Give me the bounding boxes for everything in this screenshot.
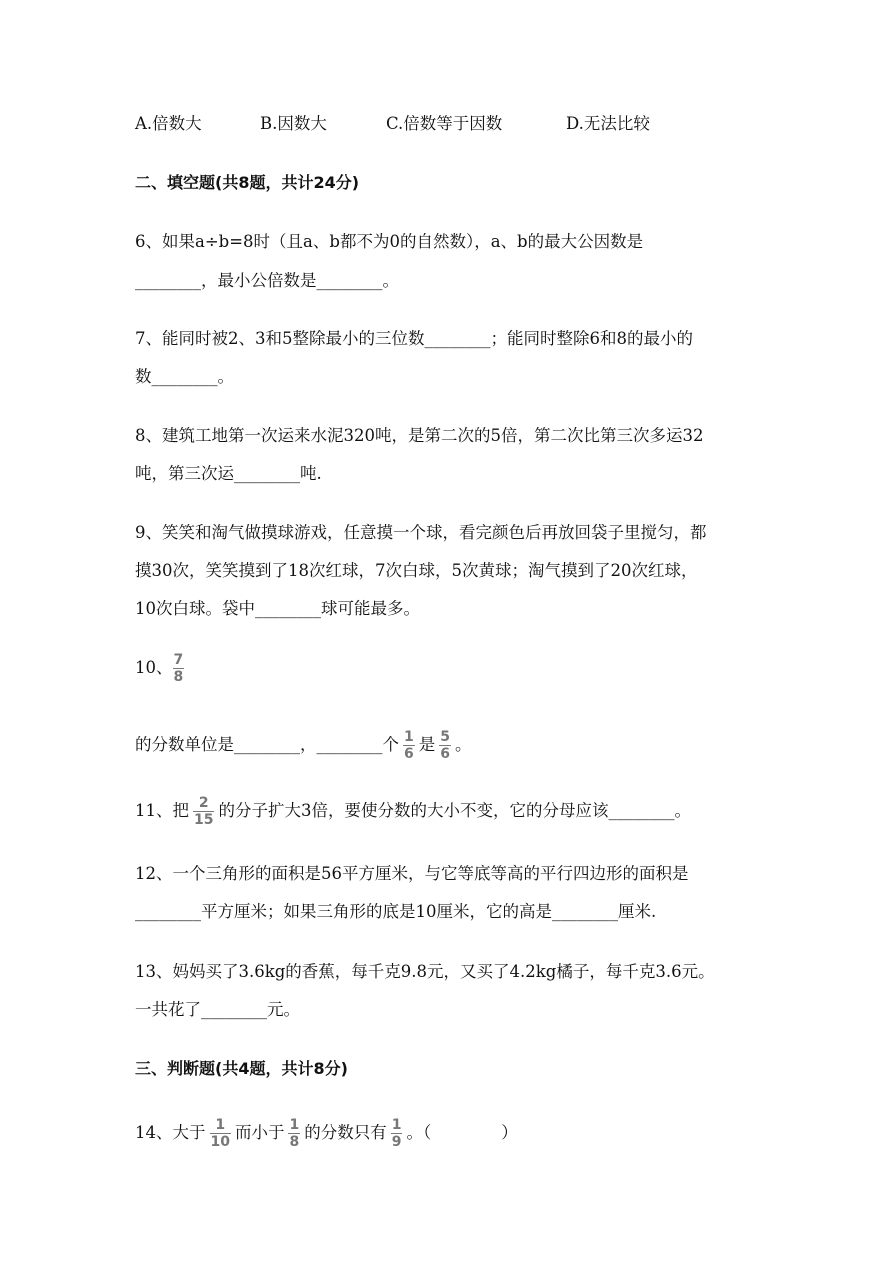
option-d: D.无法比较 xyxy=(566,114,650,133)
fraction-1-9: $\frac{1}{9}$ xyxy=(391,1117,402,1150)
fraction-1-8: $\frac{1}{8}$ xyxy=(289,1117,300,1150)
section-heading-fill-blank: 二、填空题(共8题，共计24分) xyxy=(135,173,360,192)
fraction-2-15: $\frac{2}{15}$ xyxy=(194,795,214,828)
fraction-1-6: $\frac{1}{6}$ xyxy=(404,729,414,762)
question-9-line-1: 9、笑笑和淘气做摸球游戏，任意摸一个球，看完颜色后再放回袋子里搅匀，都 xyxy=(135,523,707,542)
question-9-line-2: 摸30次，笑笑摸到了18次红球，7次白球，5次黄球；淘气摸到了20次红球， xyxy=(135,561,698,580)
question-6-line-2: ________，最小公倍数是________。 xyxy=(135,271,399,290)
question-11-prefix: 11、把 xyxy=(135,801,189,820)
question-10-line-2 xyxy=(135,728,472,762)
question-8-line-2: 吨，第三次运________吨. xyxy=(135,464,322,483)
question-12-line-1: 12、一个三角形的面积是56平方厘米，与它等底等高的平行四边形的面积是 xyxy=(135,864,689,883)
question-10-text-a: 的分数单位是________，________个 xyxy=(135,735,399,754)
question-10-prefix: 10、 xyxy=(135,658,173,677)
question-10-text-c: 。 xyxy=(455,735,472,754)
question-13-line-2: 一共花了________元。 xyxy=(135,1000,300,1019)
option-b: B.因数大 xyxy=(260,114,327,133)
question-11 xyxy=(135,794,691,828)
question-13-line-1: 13、妈妈买了3.6kg的香蕉，每千克9.8元，又买了4.2kg橘子，每千克3.6元。 xyxy=(135,962,715,981)
fraction-5-6: $\frac{5}{6}$ xyxy=(440,729,450,762)
question-11-suffix: 的分子扩大3倍，要使分数的大小不变，它的分母应该________。 xyxy=(218,801,691,820)
question-12-line-2: ________平方厘米；如果三角形的底是10厘米，它的高是________厘米. xyxy=(135,902,657,921)
question-10-text-b: 是 xyxy=(418,735,436,754)
question-14-suffix: 。（ xyxy=(406,1123,432,1142)
question-14 xyxy=(135,1116,518,1150)
question-7-line-1: 7、能同时被2、3和5整除最小的三位数________；能同时整除6和8的最小的 xyxy=(135,329,693,348)
question-6-line-1: 6、如果a÷b=8时（且a、b都不为0的自然数），a、b的最大公因数是 xyxy=(135,232,644,251)
section-heading-true-false: 三、判断题(共4题，共计8分) xyxy=(135,1059,348,1078)
question-14-prefix: 14、大于 xyxy=(135,1123,206,1142)
question-10-line-1 xyxy=(135,651,188,685)
question-14-mid2: 的分数只有 xyxy=(304,1123,387,1142)
fraction-1-10: $\frac{1}{10}$ xyxy=(210,1117,230,1150)
question-14-paren-close: ） xyxy=(501,1123,518,1142)
fraction-7-8: $\frac{7}{8}$ xyxy=(173,652,184,685)
question-8-line-1: 8、建筑工地第一次运来水泥320吨，是第二次的5倍，第二次比第三次多运32 xyxy=(135,426,704,445)
question-7-line-2: 数________。 xyxy=(135,367,234,386)
option-a: A.倍数大 xyxy=(135,114,202,133)
option-c: C.倍数等于因数 xyxy=(386,114,503,133)
question-14-mid: 而小于 xyxy=(234,1123,285,1142)
question-9-line-3: 10次白球。袋中________球可能最多。 xyxy=(135,599,420,618)
